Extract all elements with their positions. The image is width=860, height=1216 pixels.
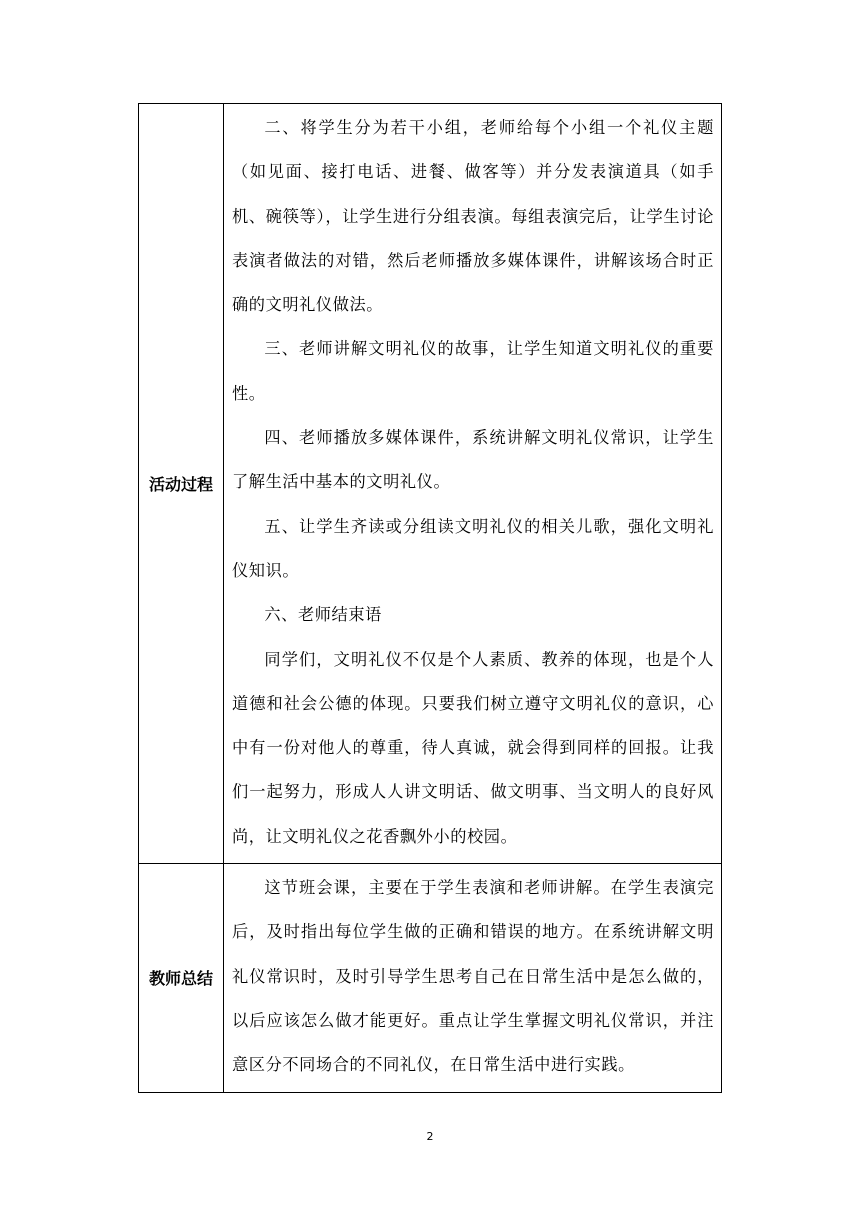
paragraph-step-five: 五、让学生齐读或分组读文明礼仪的相关儿歌，强化文明礼仪知识。 xyxy=(232,516,714,580)
paragraph-step-six: 六、老师结束语 xyxy=(264,605,382,625)
lesson-plan-table xyxy=(138,103,722,1093)
row-label-activity-process: 活动过程 xyxy=(139,104,224,864)
activity-process-content xyxy=(224,104,722,864)
paragraph-closing-remarks: 同学们，文明礼仪不仅是个人素质、教养的体现，也是个人道德和社会公德的体现。只要我们树立遵守文明礼仪的意识，心中有一份对他人的尊重，待人真诚，就会得到同样的回报。让我们一起努力，形成人人讲文明话、做文明事、当文明人的良好风尚，让文明礼仪之花香飘外小的校园。 xyxy=(232,649,714,846)
row-label-teacher-summary: 教师总结 xyxy=(139,864,224,1092)
teacher-summary-content xyxy=(224,864,722,1092)
page-number: 2 xyxy=(426,1130,434,1143)
paragraph-summary: 这节班会课，主要在于学生表演和老师讲解。在学生表演完后，及时指出每位学生做的正确和错误的地方。在系统讲解文明礼仪常识时，及时引导学生思考自己在日常生活中是怎么做的，以后应该怎么做才能更好。重点让学生掌握文明礼仪常识，并注意区分不同场合的不同礼仪，在日常生活中进行实践。 xyxy=(232,878,714,1075)
table-row-teacher-summary xyxy=(139,864,722,1092)
paragraph-step-four: 四、老师播放多媒体课件，系统讲解文明礼仪常识，让学生了解生活中基本的文明礼仪。 xyxy=(232,428,714,492)
paragraph-step-three: 三、老师讲解文明礼仪的故事，让学生知道文明礼仪的重要性。 xyxy=(232,339,714,403)
paragraph-step-two: 二、将学生分为若干小组，老师给每个小组一个礼仪主题（如见面、接打电话、进餐、做客等）并分发表演道具（如手机、碗筷等），让学生进行分组表演。每组表演完后，让学生讨论表演者做法的对错，然后老师播放多媒体课件，讲解该场合时正确的文明礼仪做法。 xyxy=(232,118,714,315)
table-row-activity-process xyxy=(139,104,722,864)
